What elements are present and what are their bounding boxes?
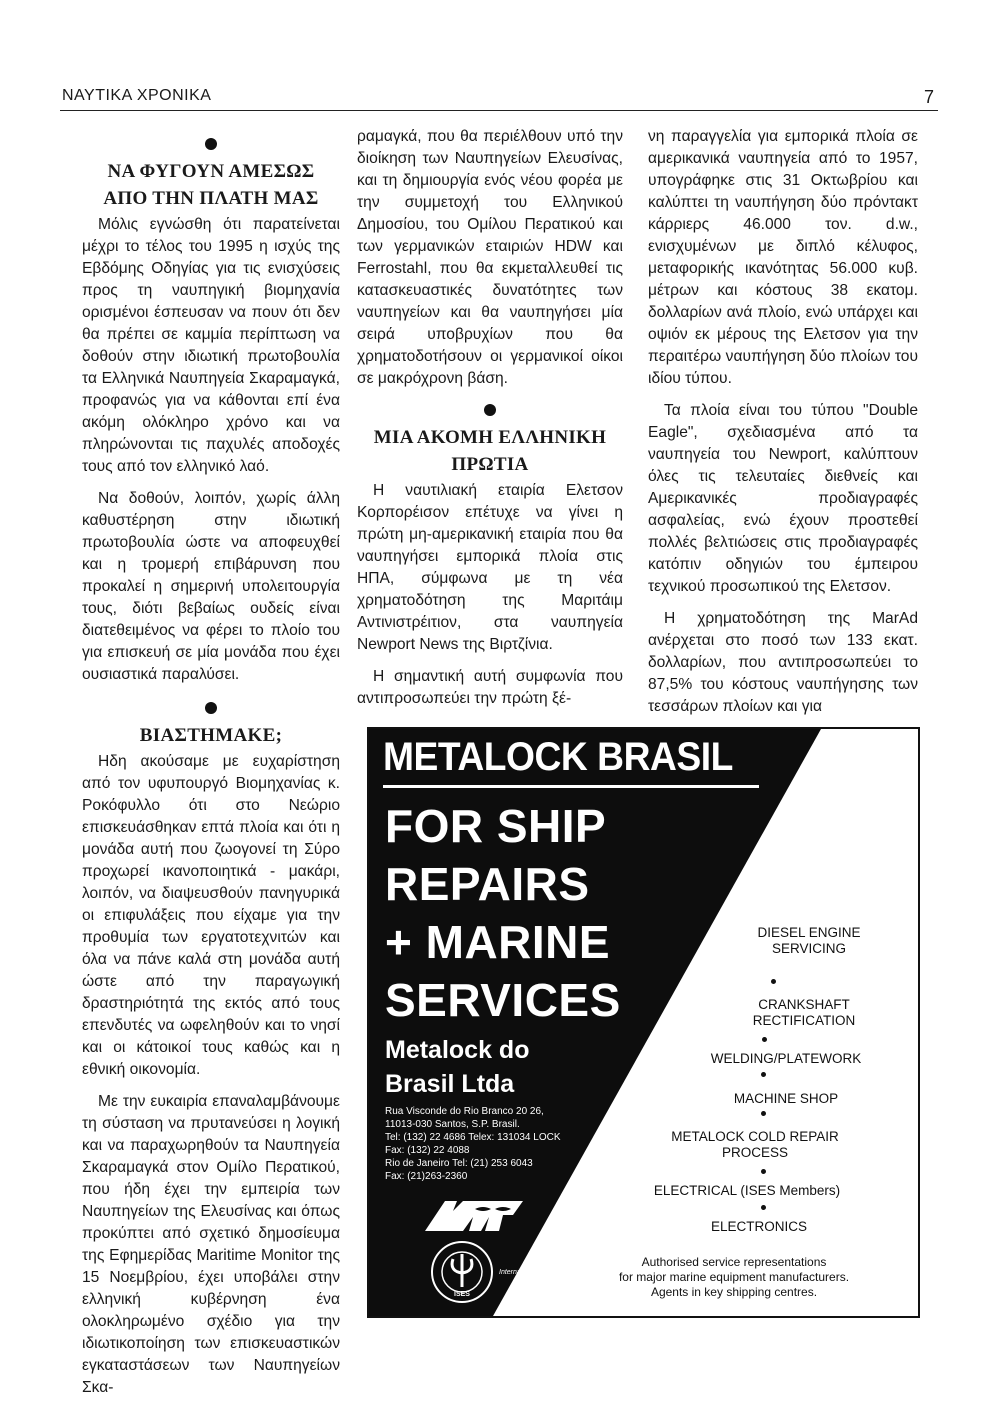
- ad-tagline-line: SERVICES: [385, 974, 621, 1026]
- ad-address: [385, 1105, 561, 1183]
- service-welding: WELDING/PLATEWORK: [710, 1051, 862, 1066]
- ad-tagline-line: FOR SHIP: [385, 800, 607, 852]
- article-2-headline: ΒΙΑΣΤΗΜΑΚΕ;: [139, 725, 283, 746]
- article-1-headline: [82, 158, 340, 212]
- service-bullet-icon: [761, 1072, 766, 1077]
- service-cold-repair: METALOCK COLD REPAIR PROCESS: [671, 1129, 839, 1160]
- article-3-paragraph: Η ναυτιλιακή εταιρία Ελετσον Κορπορέισον επέτυχε να γίνει η πρώτη μη-αμερικανική εταιρία που θα ναυπηγήσει εμπορικά πλοία στις ΗΠΑ, σύμφωνα με τη νέα χρηματοδότηση της Μαριτάιμ Αντινιστρέιτιον, στα ναυπηγεία Newport News της Βιρτζίνια.: [357, 482, 623, 653]
- article-2-paragraph: Με την ευκαιρία επαναλαμβάνουμε τη σύσταση να πρυτανεύσει η λογική και να παραχωρηθούν τα Ναυπηγεία Σκαραμαγκά στον Ομίλο Περατικού, που ήδη έχει την εμπειρία των Ναυπηγείων της Ελευσίνας και όπως προκύπτει από σχετικό δημοσίευμα της Εφημερίδας Maritime Monitor της 15 Νοεμβρίου, έχει υποβάλει στην ελληνική κυβέρνηση ένα ολοκληρωμένο σχέδιο για την ιδιωτικοποίηση των επισκευαστικών εγκαταστάσεων των Ναυπηγείων Σκα-: [82, 1093, 340, 1396]
- footer-line: Agents in key shipping centres.: [650, 1285, 818, 1299]
- address-line: Rua Visconde do Rio Branco 20 26,: [385, 1106, 544, 1117]
- column-2: [357, 126, 623, 720]
- page-number: 7: [923, 87, 934, 107]
- footer-line: Authorised service representations: [641, 1255, 827, 1269]
- header-rule: [60, 110, 938, 111]
- footer-line: for major marine equipment manufacturers.: [618, 1270, 850, 1284]
- article-1-paragraph: Μόλις εγνώσθη ότι παρατείνεται μέχρι το τέλος του 1995 η ισχύς της Εβδόμης Οδηγίας για τις ενισχύσεις προς τη ναυπηγική βιομηχανία ορισμένοι έσπευσαν να πουν ότι δεν θα πρέπει σε καμμία περίπτωση να δοθούν στην ιδιωτική πρωτοβουλία τα Ελληνικά Ναυπηγεία Σκαραμαγκά, προφανώς για να κάθονται επί ένα ακόμη ολόκληρο χρόνο και να πληρώνονται τις παχυλές αποδοχές τους από τον ελληνικό λαό.: [82, 216, 340, 475]
- metalock-advertisement: [367, 727, 920, 1318]
- service-bullet-icon: [762, 1037, 767, 1042]
- headline-line: ΜΙΑ ΑΚΟΜΗ ΕΛΛΗΝΙΚΗ: [373, 427, 607, 448]
- headline-line: ΑΠΟ ΤΗΝ ΠΛΑΤΗ ΜΑΣ: [103, 188, 319, 209]
- ad-title-rule: [383, 785, 759, 788]
- ad-company-line: Metalock do: [385, 1036, 530, 1064]
- service-electrical: ELECTRICAL (ISES Members): [653, 1183, 841, 1198]
- address-line: 11013-030 Santos, S.P. Brasil.: [385, 1119, 520, 1130]
- address-line: Tel: (132) 22 4686 Telex: 131034 LOCK: [385, 1132, 561, 1143]
- column-3: [648, 126, 918, 728]
- article-3-continuation: νη παραγγελία για εμπορικά πλοία σε αμερικανικά ναυπηγεία από το 1957, υπογράφηκε στις 31 Οκτωβρίου και καλύπτει τη ναυπήγηση δύο πρόντακτ κάρριερς 46.000 τον. d.w., ενισχυμένων με διπλό κέλυφος, μεταφορικής ικανότητας 56.000 κυβ. μέτρων και κόστους 38 εκατομ. δολλαρίων ανά πλοίο, ενώ υπάρχει και οψιόν εκ μέρους της Ελετσον για την περαιτέρω ναυπήγηση δύο πλοίων του ιδίου τύπου.: [648, 128, 918, 387]
- article-3-paragraph: Τα πλοία είναι του τύπου "Double Eagle", σχεδιασμένα από τα ναυπηγεία του Newport, καλύπτουν όλες τις τελευταίες διεθνείς και Αμερικανικές προδιαγραφές ασφαλείας, ενώ έχουν προστεθεί πολλές βελτιώσεις στις προδιαγραφές κατόπιν οδηγιών του έμπειρου τεχνικού προσωπικού της Ελετσον.: [648, 402, 918, 595]
- running-header: ΝΑΥΤΙΚΑ ΧΡΟΝΙΚΑ: [62, 87, 212, 104]
- headline-line: ΠΡΩΤΙΑ: [451, 454, 529, 475]
- service-bullet-icon: [761, 1111, 766, 1116]
- service-machine-shop: MACHINE SHOP: [733, 1091, 839, 1106]
- address-line: Rio de Janeiro Tel: (21) 253 6043: [385, 1158, 533, 1169]
- article-1-paragraph: Να δοθούν, λοιπόν, χωρίς άλλη καθυστέρηση στην ιδιωτική πρωτοβουλία ώστε να αποφευχθεί και η τρομερή επιβάρυνση που προκαλεί η σημερινή υπολειτουργία τους, διότι βεβαίως ουδείς είναι διατεθειμένος να φέρει το πλοίο του για επισκευή σε μία μονάδα που έχει ουσιαστικά παραλύσει.: [82, 490, 340, 683]
- article-3-paragraph: Η χρηματοδότηση της MarAd ανέρχεται στο ποσό των 133 εκατ. δολλαρίων, που αντιπροσωπεύει το 87,5% του κόστους ναυπήγησης των τεσσάρων πλοίων και για: [648, 610, 918, 715]
- ad-footer: [569, 1255, 899, 1300]
- address-line: Fax: (132) 22 4088: [385, 1145, 470, 1156]
- section-bullet-icon: [484, 404, 496, 416]
- service-bullet-icon: [761, 1205, 766, 1210]
- ad-tagline-line: + MARINE: [385, 916, 611, 968]
- service-bullet-icon: [761, 1169, 766, 1174]
- column-1-lower: [82, 692, 340, 1409]
- article-3-paragraph: Η σημαντική αυτή συμφωνία που αντιπροσωπεύει την πρώτη ξέ-: [357, 668, 623, 707]
- ises-logo-text: ISES: [454, 1291, 470, 1298]
- service-electronics: ELECTRONICS: [710, 1219, 808, 1234]
- column-1: [82, 128, 340, 696]
- article-2-paragraph: Ηδη ακούσαμε με ευχαρίστηση από τον υφυπουργό Βιομηχανίας κ. Ροκόφυλλο ότι στο Νεώριο επισκευάσθηκαν επτά πλοία και ότι η μονάδα αυτή που ζωογονεί τη Σύρο προχωρεί ικανοποιητικά - μακάρι, λοιπόν, να διαψευσθούν πανηγυρικά οι επιφυλάξεις που είχαμε για την προθυμία των εργατοτεχνιτών και όλα να πάνε καλά στη μονάδα αυτή ώστε από την παραγωγική δραστηριότητά της εκτός από τους επενδυτές να ωφεληθούν και το νησί και οι κάτοικοί τους καθώς και η εθνική οικονομία.: [82, 753, 340, 1078]
- address-line: Fax: (21)263-2360: [385, 1171, 468, 1182]
- service-crankshaft: CRANKSHAFT RECTIFICATION: [752, 997, 856, 1028]
- service-bullet-icon: [771, 979, 776, 984]
- ad-company-line: Brasil Ltda: [385, 1070, 515, 1098]
- headline-line: ΝΑ ΦΥΓΟΥΝ ΑΜΕΣΩΣ: [107, 161, 315, 182]
- metalock-m-logo-icon: [417, 1195, 527, 1235]
- section-bullet-icon: [205, 138, 217, 150]
- ad-title: METALOCK BRASIL: [383, 735, 733, 779]
- service-diesel: DIESEL ENGINE SERVICING: [757, 925, 861, 956]
- ises-logo-icon: [429, 1239, 495, 1305]
- section-bullet-icon: [205, 702, 217, 714]
- ises-ring-text: International Ship Electric Service: [499, 1269, 604, 1276]
- article-2-continuation: ραμαγκά, που θα περιέλθουν υπό την διοίκηση των Ναυπηγείων Ελευσίνας, και τη δημιουργία ενός νέου φορέα με την συμμετοχή του Ελληνικού Δημοσίου, του Ομίλου Περατικού και των γερμανικών εταιριών HDW και Ferrostahl, που θα εκμεταλλευθεί τις κατασκευαστικές δυνατότητες των ναυπηγείων και θα ναυπηγήσει μία σειρά υποβρυχίων που θα χρηματοδοτήσουν οι γερμανικοί οίκοι σε μακρόχρονη βάση.: [357, 128, 623, 387]
- article-3-headline: [357, 424, 623, 478]
- ad-tagline-line: REPAIRS: [385, 858, 590, 910]
